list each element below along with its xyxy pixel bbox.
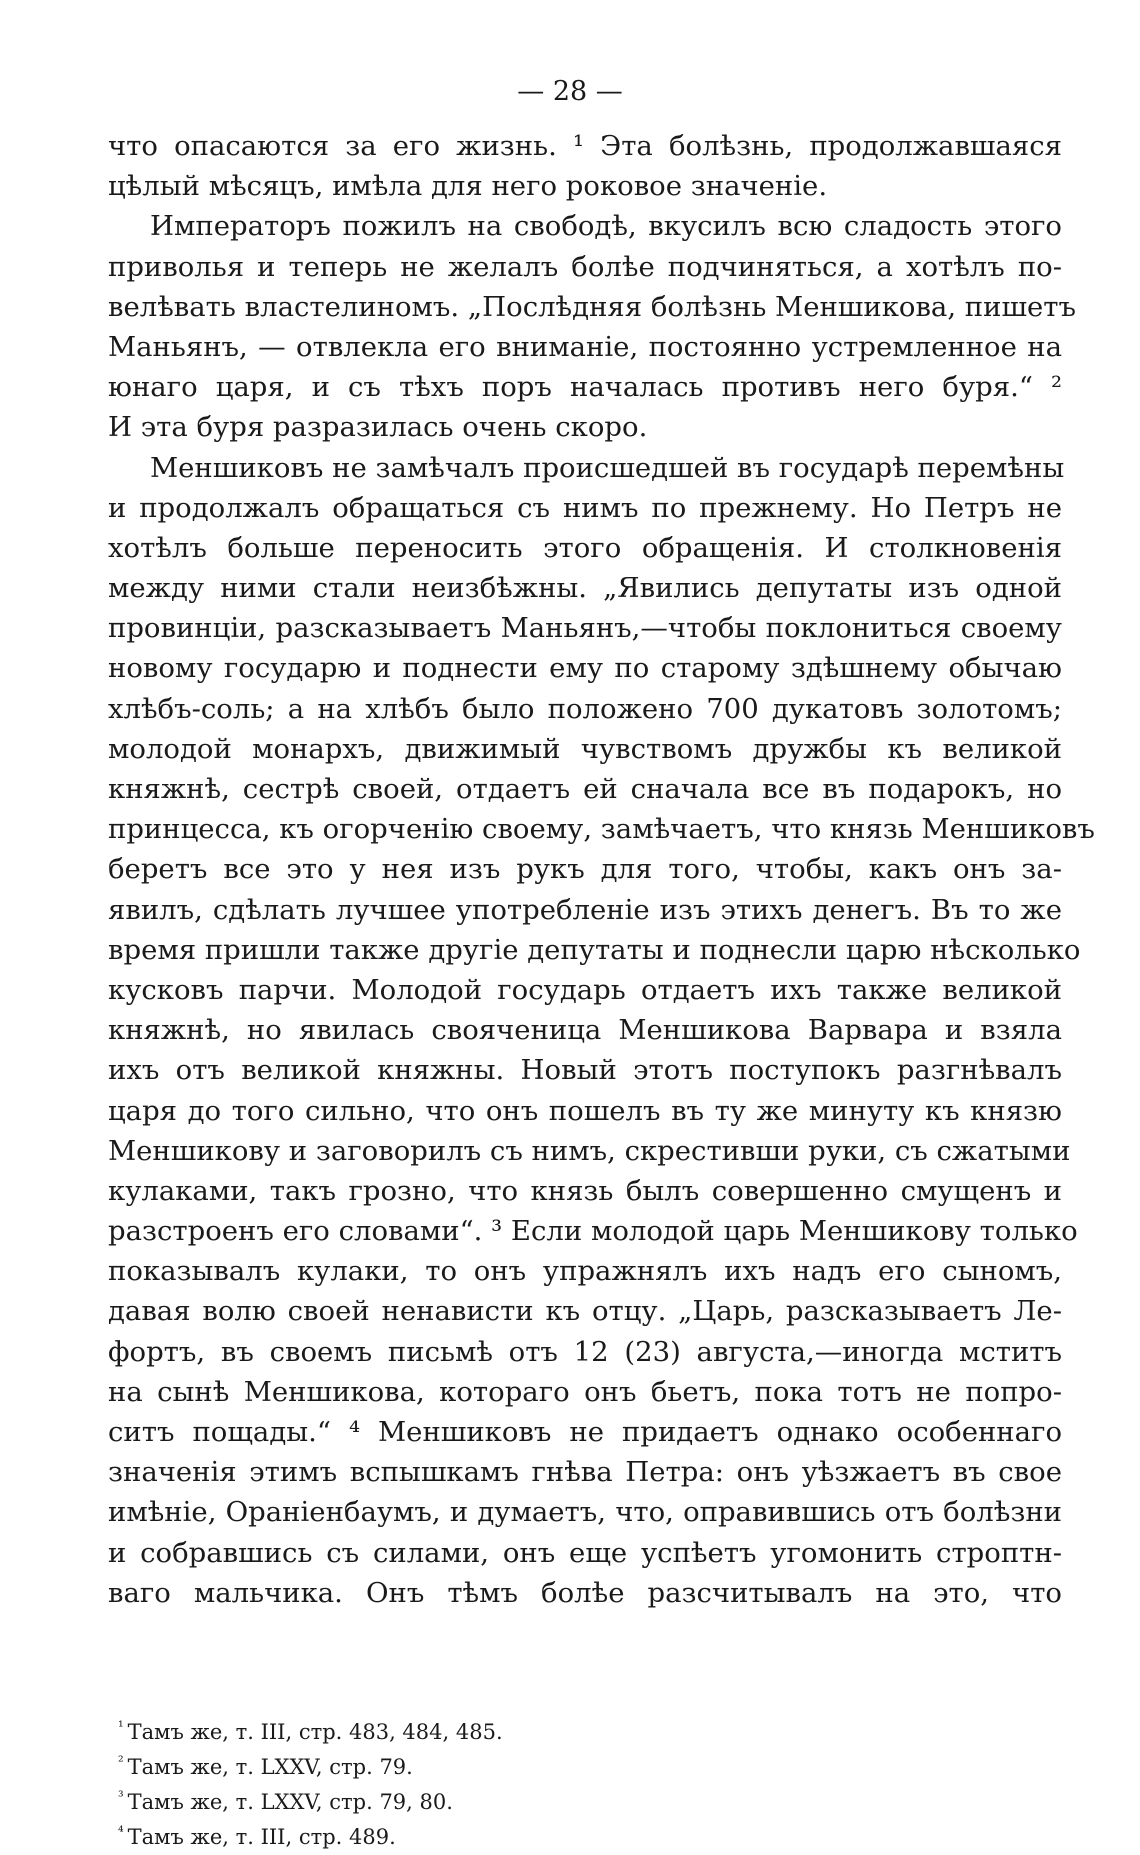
text-line: Меншикову и заговорилъ съ нимъ, скрестивши руки, съ сжатыми	[108, 1134, 1071, 1167]
text-line: время пришли также другіе депутаты и поднесли царю нѣсколько	[108, 933, 1081, 966]
text-line: княжнѣ, сестрѣ своей, отдаетъ ей сначала все въ подарокъ, но	[108, 773, 1062, 805]
text-line: ваго мальчика. Онъ тѣмъ болѣе разсчитывалъ на это, что	[108, 1576, 1062, 1609]
text-line: хлѣбъ-соль; а на хлѣбъ было положено 700 дукатовъ золотомъ;	[108, 692, 1062, 725]
footnote-mark: ¹	[118, 1719, 124, 1735]
text-line: беретъ все это у нея изъ рукъ для того, чтобы, какъ онъ за-	[108, 853, 1062, 886]
footnote-mark: ²	[118, 1754, 124, 1770]
text-line: новому государю и поднести ему по старому здѣшнему обычаю	[108, 652, 1062, 685]
text-line: И эта буря разразилась очень скоро.	[108, 411, 648, 444]
footnote	[118, 1745, 818, 1780]
text-line: и продолжалъ обращаться съ нимъ по прежнему. Но Петръ не	[108, 491, 1062, 524]
footnote-mark: ⁴	[118, 1824, 124, 1840]
text-line: имѣніе, Ораніенбаумъ, и думаетъ, что, оправившись отъ болѣзни	[108, 1496, 1062, 1529]
text-line: Императоръ пожилъ на свободѣ, вкусилъ всю сладость этого	[150, 210, 1062, 243]
text-line: Меншиковъ не замѣчалъ происшедшей въ государѣ перемѣны	[150, 451, 1065, 484]
text-line: велѣвать властелиномъ. „Послѣдняя болѣзнь Меншикова, пишетъ	[108, 290, 1077, 323]
body-text	[108, 126, 1095, 1613]
text-line: значенія этимъ вспышкамъ гнѣва Петра: онъ уѣзжаетъ въ свое	[108, 1456, 1062, 1489]
text-line: кусковъ парчи. Молодой государь отдаетъ ихъ также великой	[108, 973, 1062, 1006]
text-line: явилъ, сдѣлать лучшее употребленіе изъ этихъ денегъ. Въ то же	[108, 893, 1062, 926]
text-line: между ними стали неизбѣжны. „Явились депутаты изъ одной	[108, 572, 1062, 605]
text-line: кулаками, такъ грозно, что князь былъ совершенно смущенъ и	[108, 1174, 1062, 1207]
text-line: юнаго царя, и съ тѣхъ поръ началась противъ него буря.“ ²	[108, 371, 1062, 404]
page-number: — 28 —	[517, 76, 623, 107]
text-line: ситъ пощады.“ ⁴ Меншиковъ не придаетъ однако особеннаго	[108, 1416, 1062, 1448]
text-line: хотѣлъ больше переносить этого обращенія. И столкновенія	[108, 531, 1062, 564]
text-line: на сынѣ Меншикова, котораго онъ бьетъ, пока тотъ не попро-	[108, 1375, 1062, 1408]
footnote-text: Тамъ же, т. LXXV, стр. 79, 80.	[127, 1790, 453, 1814]
text-line: показывалъ кулаки, то онъ упражнялъ ихъ надъ его сыномъ,	[108, 1255, 1062, 1288]
text-line: приволья и теперь не желалъ болѣе подчиняться, а хотѣлъ по-	[108, 250, 1062, 283]
footnotes	[118, 1710, 818, 1850]
text-line: цѣлый мѣсяцъ, имѣла для него роковое значеніе.	[108, 170, 828, 203]
footnote-text: Тамъ же, т. III, стр. 489.	[127, 1825, 396, 1849]
text-line: принцесса, къ огорченію своему, замѣчаетъ, что князь Меншиковъ	[108, 813, 1095, 846]
text-line: давая волю своей ненависти къ отцу. „Царь, разсказываетъ Ле-	[108, 1295, 1062, 1328]
text-line: Маньянъ, — отвлекла его вниманіе, постоянно устремленное на	[108, 330, 1062, 363]
footnote-mark: ³	[118, 1789, 124, 1805]
footnote-text: Тамъ же, т. III, стр. 483, 484, 485.	[127, 1720, 503, 1744]
text-line: ихъ отъ великой княжны. Новый этотъ поступокъ разгнѣвалъ	[108, 1054, 1062, 1087]
text-line: и собравшись съ силами, онъ еще успѣетъ угомонить строптн-	[108, 1536, 1062, 1569]
text-line: царя до того сильно, что онъ пошелъ въ ту же минуту къ князю	[108, 1094, 1062, 1127]
footnote	[118, 1710, 818, 1745]
footnote	[118, 1780, 818, 1815]
text-line: провинціи, разсказываетъ Маньянъ,—чтобы поклониться своему	[108, 612, 1062, 645]
text-line: разстроенъ его словами“. ³ Если молодой царь Меншикову только	[108, 1215, 1078, 1248]
text-line: молодой монархъ, движимый чувствомъ дружбы къ великой	[108, 732, 1062, 765]
footnote-text: Тамъ же, т. LXXV, стр. 79.	[127, 1755, 413, 1779]
text-line: фортъ, въ своемъ письмѣ отъ 12 (23) августа,—иногда мститъ	[108, 1335, 1062, 1368]
text-line: что опасаются за его жизнь. ¹ Эта болѣзнь, продолжавшаяся	[108, 130, 1062, 162]
footnote	[118, 1815, 818, 1850]
text-line: княжнѣ, но явилась свояченица Меншикова Варвара и взяла	[108, 1014, 1062, 1047]
